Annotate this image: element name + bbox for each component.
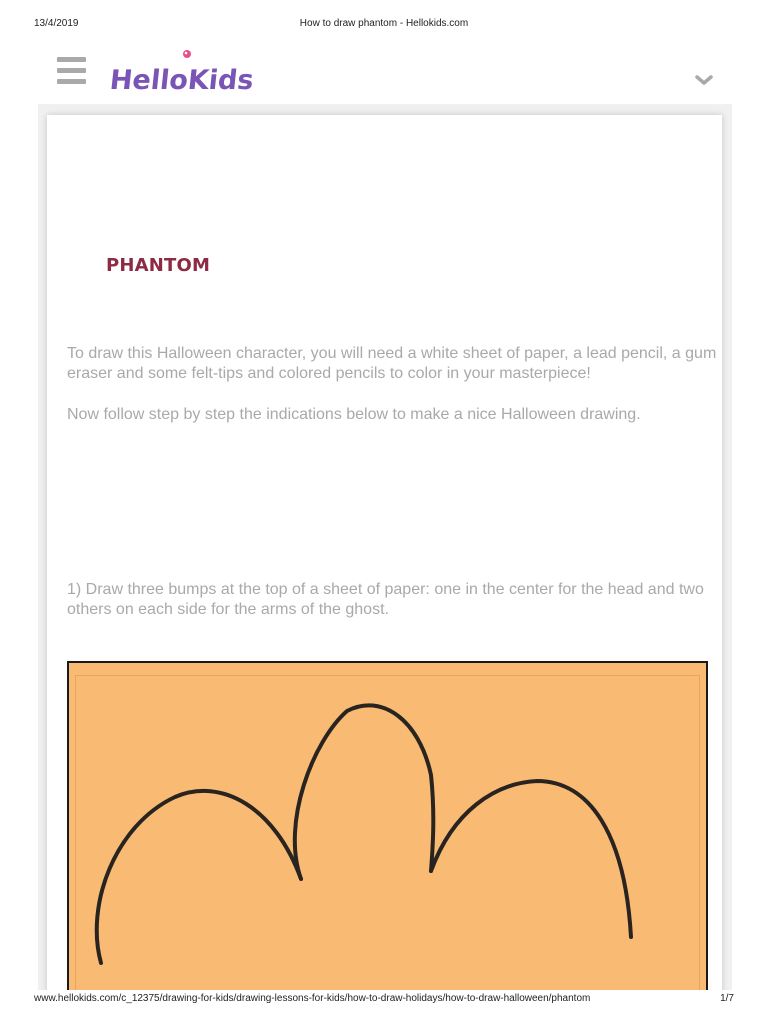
hellokids-logo[interactable] — [108, 42, 256, 104]
hamburger-menu-icon[interactable] — [57, 57, 86, 84]
print-date: 13/4/2019 — [34, 18, 79, 29]
page-title: PHANTOM — [106, 255, 211, 276]
step-1-illustration — [67, 661, 708, 996]
step-1-text: 1) Draw three bumps at the top of a sheet of paper: one in the center for the head and two others on each side for the arms of the ghost. — [67, 581, 704, 618]
footer-url: www.hellokids.com/c_12375/drawing-for-kids/drawing-lessons-for-kids/how-to-draw-holidays/how-to-draw-halloween/phantom — [34, 993, 591, 1004]
chevron-down-icon[interactable] — [694, 72, 714, 88]
intro-paragraph: To draw this Halloween character, you will need a white sheet of paper, a lead pencil, a gum eraser and some felt-tips and colored pencils to color in your masterpiece! — [67, 345, 717, 382]
footer-page-number: 1/7 — [720, 993, 734, 1004]
print-footer — [0, 990, 768, 1024]
ghost-bumps-drawing — [69, 663, 710, 998]
logo-text: HelloKids — [108, 65, 256, 96]
follow-paragraph: Now follow step by step the indications below to make a nice Halloween drawing. — [67, 406, 641, 423]
print-header — [0, 0, 768, 30]
print-title: How to draw phantom - Hellokids.com — [299, 18, 469, 29]
